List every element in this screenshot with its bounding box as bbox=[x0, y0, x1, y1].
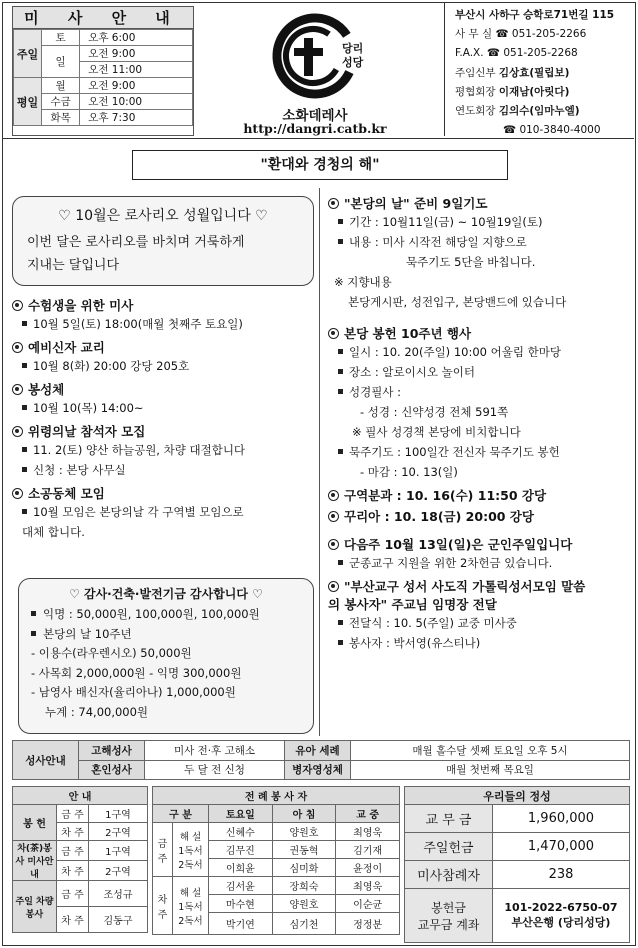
thanks-line: 본당의 날 10주년 bbox=[31, 625, 301, 645]
square-bullet-icon bbox=[338, 389, 343, 394]
square-bullet-icon bbox=[338, 219, 343, 224]
mass-day: 일 bbox=[42, 46, 80, 78]
guide-table: 안 내 봉 헌 금 주 1구역 차 주 2구역 차(茶)봉사 미사안내 금 주 1구역 차 주 2구역 주일 차량봉사 금 주 조성규 차 주 김동구 bbox=[12, 786, 148, 933]
sunday-label: 주일 bbox=[14, 30, 42, 78]
guide-group: 주일 차량봉사 bbox=[13, 881, 57, 933]
liturgy-title: 전 례 봉 사 자 bbox=[153, 787, 400, 805]
list-item: 11. 2(토) 양산 하늘공원, 차량 대절합니다 bbox=[12, 440, 318, 460]
sacrament-label: 성사안내 bbox=[13, 741, 79, 780]
left-announcements bbox=[12, 296, 318, 542]
sacrament-name: 혼인성사 bbox=[79, 760, 145, 780]
column-divider bbox=[319, 188, 320, 736]
section-title: 다음주 10월 13일(일)은 군인주일입니다 bbox=[328, 535, 632, 553]
list-item: 군종교구 지원을 위한 2차헌금 있습니다. bbox=[328, 553, 632, 573]
phone-icon: ☎ bbox=[486, 47, 500, 60]
bullet-icon bbox=[12, 342, 23, 353]
section-title-continued: 의 봉사자" 주교님 임명장 전달 bbox=[328, 597, 497, 612]
week-label: 금 주 bbox=[153, 823, 173, 877]
section-title: "부산교구 성서 사도직 가톨릭성서모임 말씀 bbox=[328, 577, 632, 595]
bullet-icon bbox=[12, 426, 23, 437]
account-number: 101-2022-6750-07 bbox=[504, 901, 618, 914]
liturgy-table: 전 례 봉 사 자 구 분 토요일 아 침 교 중 금 주 해 설 1독서 2독서 신혜수 양원호 최영욱 김무진 권동혁 김기재 이희윤 심미화 윤정이 차 주 해 설 1독서 2독서 김서윤 장희숙 최영욱 마수현 양원호 이순균 박기연 심기천 정정분 bbox=[152, 786, 400, 935]
rosary-text-1: 이번 달은 로사리오를 바치며 거룩하게 bbox=[27, 235, 245, 250]
rosary-notice bbox=[12, 196, 314, 286]
list-item: 내용 : 미사 시작전 해당일 지향으로 bbox=[328, 232, 632, 252]
svg-text:성당: 성당 bbox=[342, 56, 364, 69]
phone-icon: ☎ bbox=[495, 28, 509, 41]
guide-group: 봉 헌 bbox=[13, 805, 57, 841]
council-name: 이재남(아릿다) bbox=[498, 85, 570, 98]
bullet-icon bbox=[328, 328, 339, 339]
sacrament-value: 매월 홀수달 셋째 토요일 오후 5시 bbox=[351, 741, 630, 761]
role-labels: 해 설 1독서 2독서 bbox=[173, 877, 209, 935]
list-item: 일시 : 10. 20(주일) 10:00 어울림 한마당 bbox=[328, 342, 632, 362]
right-announcements bbox=[328, 194, 632, 653]
square-bullet-icon bbox=[338, 640, 343, 645]
section-title: 위령의날 참석자 모집 bbox=[12, 422, 318, 440]
list-item-continued: 묵주기도 5단을 바칩니다. bbox=[406, 255, 536, 269]
mass-day: 수금 bbox=[42, 94, 80, 110]
yeondo-label: 연도회장 bbox=[455, 105, 496, 118]
list-item-sub: ※ 필사 성경책 본당에 비치합니다 bbox=[352, 425, 521, 439]
contact-info bbox=[444, 2, 634, 136]
mass-time: 오전 11:00 bbox=[80, 62, 193, 78]
sacrament-value: 두 달 전 신청 bbox=[145, 760, 285, 780]
section-title: 본당 봉헌 10주년 행사 bbox=[328, 324, 632, 342]
guide-group: 차(茶)봉사 미사안내 bbox=[13, 841, 57, 881]
bullet-icon bbox=[12, 384, 23, 395]
address: 부산시 사하구 승학로71번길 115 bbox=[455, 9, 615, 21]
square-bullet-icon bbox=[338, 620, 343, 625]
list-item-sub: - 성경 : 신약성경 전체 591쪽 bbox=[360, 405, 509, 419]
council-label: 평협회장 bbox=[455, 85, 496, 98]
square-bullet-icon bbox=[22, 405, 27, 410]
list-item: 성경필사 : bbox=[328, 382, 632, 402]
square-bullet-icon bbox=[338, 349, 343, 354]
thanks-line: - 남영사 배신자(율리아나) 1,000,000원 bbox=[31, 685, 236, 699]
yeondo-phone: 010-3840-4000 bbox=[519, 124, 601, 137]
list-item-continued: 대체 합니다. bbox=[22, 525, 85, 539]
sacrament-name: 유아 세례 bbox=[285, 741, 351, 761]
mass-day: 화목 bbox=[42, 110, 80, 126]
week-label: 차 주 bbox=[153, 877, 173, 935]
donation-thanks bbox=[18, 578, 314, 734]
square-bullet-icon bbox=[22, 447, 27, 452]
list-item: 10월 모임은 본당의날 각 구역별 모임으로 bbox=[12, 502, 318, 522]
list-item: 장소 : 알로이시오 놀이터 bbox=[328, 362, 632, 382]
bullet-icon bbox=[328, 539, 339, 550]
thanks-line: - 사목회 2,000,000원 - 익명 300,000원 bbox=[31, 665, 242, 680]
offering-table: 우리들의 정성 교 무 금 1,960,000 주일헌금 1,470,000 미사참례자 238 봉헌금 교무금 계좌 101-2022-6750-07 부산은행 (당리성당) bbox=[404, 786, 630, 943]
section-title: "본당의 날" 준비 9일기도 bbox=[328, 194, 632, 212]
section-title: 수험생을 위한 미사 bbox=[12, 296, 318, 314]
thanks-total: 누계 : 74,00,000원 bbox=[45, 704, 149, 719]
header-divider bbox=[2, 138, 634, 139]
bullet-icon bbox=[12, 488, 23, 499]
square-bullet-icon bbox=[338, 239, 343, 244]
phone-icon: ☎ bbox=[503, 124, 517, 137]
rosary-text-2: 지내는 달입니다 bbox=[27, 258, 120, 273]
mass-time: 오후 7:30 bbox=[80, 110, 193, 126]
list-item: 10월 8(화) 20:00 강당 205호 bbox=[12, 356, 318, 376]
weekday-label: 평일 bbox=[14, 78, 42, 126]
sacrament-info bbox=[12, 740, 630, 780]
square-bullet-icon bbox=[338, 560, 343, 565]
mass-time: 오전 10:00 bbox=[80, 94, 193, 110]
list-item: 기간 : 10월11일(금) ~ 10월19일(토) bbox=[328, 212, 632, 232]
mass-schedule-title: 미 사 안 내 bbox=[13, 7, 193, 29]
bullet-icon bbox=[12, 300, 23, 311]
list-item: 10월 10(목) 14:00~ bbox=[12, 398, 318, 418]
role-labels: 해 설 1독서 2독서 bbox=[173, 823, 209, 877]
parish-logo-icon bbox=[200, 6, 430, 104]
mass-schedule-table bbox=[13, 29, 193, 126]
guide-title: 안 내 bbox=[13, 787, 148, 805]
list-item: 묵주기도 : 100일간 전신자 묵주기도 봉헌 bbox=[328, 442, 632, 462]
bullet-icon bbox=[328, 511, 339, 522]
square-bullet-icon bbox=[31, 611, 36, 616]
mass-day: 월 bbox=[42, 78, 80, 94]
priest-label: 주임신부 bbox=[455, 66, 496, 79]
parish-logo-block bbox=[200, 6, 430, 136]
office-label: 사 무 실 bbox=[455, 28, 493, 41]
square-bullet-icon bbox=[338, 449, 343, 454]
list-item: 봉사자 : 박서영(유스티나) bbox=[328, 633, 632, 653]
square-bullet-icon bbox=[22, 509, 27, 514]
bullet-icon bbox=[328, 581, 339, 592]
list-item: 전달식 : 10. 5(주일) 교중 미사중 bbox=[328, 613, 632, 633]
rosary-title: ♡ 10월은 로사리오 성월입니다 ♡ bbox=[58, 208, 268, 224]
sacrament-value: 미사 전·후 고해소 bbox=[145, 741, 285, 761]
section-title: 구역분과 : 10. 16(수) 11:50 강당 bbox=[328, 486, 632, 504]
parish-name: 소화데레사 bbox=[282, 108, 348, 124]
intent-note: ※ 지향내용 bbox=[334, 275, 392, 289]
bottom-tables bbox=[12, 786, 630, 942]
sacrament-name: 병자영성체 bbox=[285, 760, 351, 780]
mass-day: 토 bbox=[42, 30, 80, 46]
offering-title: 우리들의 정성 bbox=[405, 787, 630, 805]
section-title: 봉성체 bbox=[12, 380, 318, 398]
square-bullet-icon bbox=[338, 369, 343, 374]
thanks-line: - 이용수(라우렌시오) 50,000원 bbox=[31, 646, 192, 660]
thanks-line: 익명 : 50,000원, 100,000원, 100,000원 bbox=[31, 605, 301, 625]
square-bullet-icon bbox=[22, 321, 27, 326]
fax-number: 051-205-2268 bbox=[503, 47, 578, 60]
fax-label: F.A.X. bbox=[455, 47, 484, 60]
mass-time: 오전 9:00 bbox=[80, 78, 193, 94]
intent-note: 본당게시판, 성전입구, 본당밴드에 있습니다 bbox=[348, 295, 567, 309]
priest-name: 김상효(필립보) bbox=[498, 66, 570, 79]
parish-url[interactable]: http://dangri.catb.kr bbox=[243, 121, 387, 136]
section-title: 예비신자 교리 bbox=[12, 338, 318, 356]
list-item: 신청 : 본당 사무실 bbox=[12, 460, 318, 480]
account-bank: 부산은행 (당리성당) bbox=[511, 916, 611, 929]
list-item: 10월 5일(토) 18:00(매월 첫째주 토요일) bbox=[12, 314, 318, 334]
mass-schedule bbox=[12, 6, 194, 136]
yeondo-name: 김의수(임마누엘) bbox=[498, 105, 580, 118]
section-title: 소공동체 모임 bbox=[12, 484, 318, 502]
office-phone: 051-205-2266 bbox=[511, 28, 587, 41]
thanks-title: ♡ 감사·건축·발전기금 감사합니다 ♡ bbox=[69, 587, 263, 601]
square-bullet-icon bbox=[22, 467, 27, 472]
square-bullet-icon bbox=[22, 363, 27, 368]
sacrament-value: 매월 첫번째 목요일 bbox=[351, 760, 630, 780]
svg-text:당리: 당리 bbox=[342, 42, 364, 55]
square-bullet-icon bbox=[31, 631, 36, 636]
section-title: 꾸리아 : 10. 18(금) 20:00 강당 bbox=[328, 507, 632, 525]
year-motto: "환대와 경청의 해" bbox=[132, 150, 508, 180]
bullet-icon bbox=[328, 490, 339, 501]
sacrament-name: 고해성사 bbox=[79, 741, 145, 761]
mass-time: 오전 9:00 bbox=[80, 46, 193, 62]
bullet-icon bbox=[328, 198, 339, 209]
mass-time: 오후 6:00 bbox=[80, 30, 193, 46]
list-item-sub: - 마감 : 10. 13(일) bbox=[360, 465, 458, 479]
